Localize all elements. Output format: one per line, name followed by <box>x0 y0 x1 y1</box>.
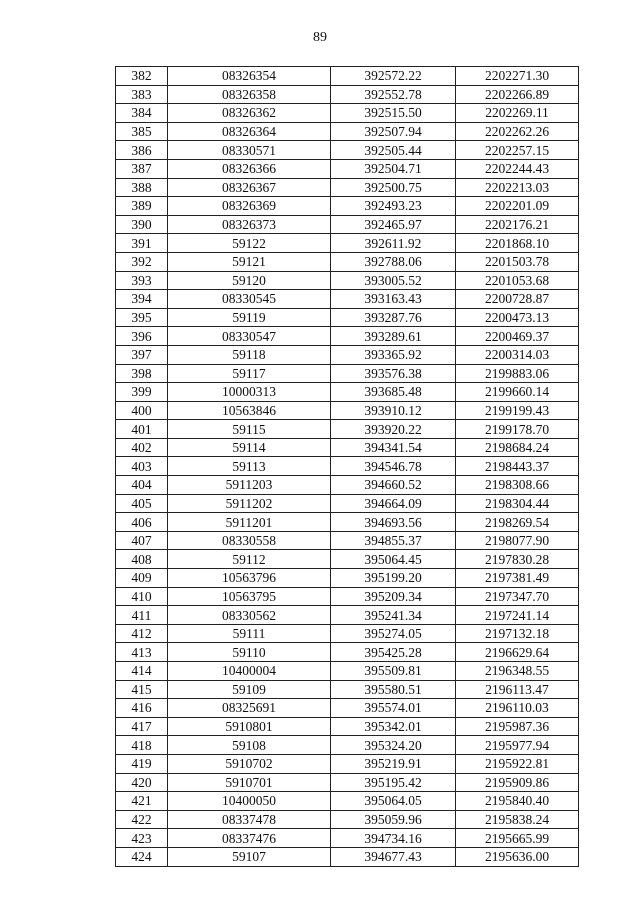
x-coordinate-cell: 393287.76 <box>331 308 456 327</box>
y-coordinate-cell: 2195665.99 <box>456 829 579 848</box>
row-number-cell: 387 <box>116 159 168 178</box>
table-row <box>116 438 579 457</box>
point-code-cell: 59107 <box>168 847 331 866</box>
y-coordinate-cell: 2195636.00 <box>456 847 579 866</box>
row-number-cell: 420 <box>116 773 168 792</box>
y-coordinate-cell: 2202266.89 <box>456 85 579 104</box>
y-coordinate-cell: 2196113.47 <box>456 680 579 699</box>
table-row <box>116 345 579 364</box>
y-coordinate-cell: 2200473.13 <box>456 308 579 327</box>
table-row <box>116 829 579 848</box>
row-number-cell: 411 <box>116 606 168 625</box>
point-code-cell: 08330545 <box>168 290 331 309</box>
row-number-cell: 419 <box>116 754 168 773</box>
y-coordinate-cell: 2199199.43 <box>456 401 579 420</box>
x-coordinate-cell: 393289.61 <box>331 327 456 346</box>
table-row <box>116 494 579 513</box>
y-coordinate-cell: 2198684.24 <box>456 438 579 457</box>
table-row <box>116 587 579 606</box>
row-number-cell: 401 <box>116 420 168 439</box>
x-coordinate-cell: 392465.97 <box>331 215 456 234</box>
row-number-cell: 418 <box>116 736 168 755</box>
x-coordinate-cell: 394664.09 <box>331 494 456 513</box>
x-coordinate-cell: 392611.92 <box>331 234 456 253</box>
y-coordinate-cell: 2195987.36 <box>456 717 579 736</box>
table-row <box>116 197 579 216</box>
y-coordinate-cell: 2198077.90 <box>456 531 579 550</box>
x-coordinate-cell: 393910.12 <box>331 401 456 420</box>
point-code-cell: 08326369 <box>168 197 331 216</box>
row-number-cell: 398 <box>116 364 168 383</box>
table-row <box>116 383 579 402</box>
point-code-cell: 59108 <box>168 736 331 755</box>
point-code-cell: 08326366 <box>168 159 331 178</box>
row-number-cell: 388 <box>116 178 168 197</box>
y-coordinate-cell: 2195840.40 <box>456 792 579 811</box>
x-coordinate-cell: 395241.34 <box>331 606 456 625</box>
point-code-cell: 08330547 <box>168 327 331 346</box>
row-number-cell: 423 <box>116 829 168 848</box>
row-number-cell: 392 <box>116 252 168 271</box>
row-number-cell: 383 <box>116 85 168 104</box>
row-number-cell: 384 <box>116 104 168 123</box>
table-row <box>116 513 579 532</box>
point-code-cell: 59115 <box>168 420 331 439</box>
point-code-cell: 08325691 <box>168 699 331 718</box>
table-row <box>116 754 579 773</box>
row-number-cell: 405 <box>116 494 168 513</box>
row-number-cell: 424 <box>116 847 168 866</box>
row-number-cell: 410 <box>116 587 168 606</box>
x-coordinate-cell: 394341.54 <box>331 438 456 457</box>
y-coordinate-cell: 2196348.55 <box>456 662 579 681</box>
row-number-cell: 389 <box>116 197 168 216</box>
y-coordinate-cell: 2202176.21 <box>456 215 579 234</box>
y-coordinate-cell: 2202201.09 <box>456 197 579 216</box>
point-code-cell: 08326354 <box>168 67 331 86</box>
y-coordinate-cell: 2200728.87 <box>456 290 579 309</box>
y-coordinate-cell: 2199178.70 <box>456 420 579 439</box>
table-row <box>116 290 579 309</box>
row-number-cell: 408 <box>116 550 168 569</box>
y-coordinate-cell: 2199660.14 <box>456 383 579 402</box>
x-coordinate-cell: 393005.52 <box>331 271 456 290</box>
table-row <box>116 699 579 718</box>
point-code-cell: 5910701 <box>168 773 331 792</box>
table-row <box>116 662 579 681</box>
row-number-cell: 421 <box>116 792 168 811</box>
y-coordinate-cell: 2197132.18 <box>456 624 579 643</box>
point-code-cell: 08337476 <box>168 829 331 848</box>
point-code-cell: 08326364 <box>168 122 331 141</box>
table-row <box>116 420 579 439</box>
table-row <box>116 624 579 643</box>
x-coordinate-cell: 395274.05 <box>331 624 456 643</box>
point-code-cell: 59110 <box>168 643 331 662</box>
table-row <box>116 364 579 383</box>
y-coordinate-cell: 2199883.06 <box>456 364 579 383</box>
table-row <box>116 327 579 346</box>
table-row <box>116 531 579 550</box>
row-number-cell: 402 <box>116 438 168 457</box>
y-coordinate-cell: 2202244.43 <box>456 159 579 178</box>
y-coordinate-cell: 2200469.37 <box>456 327 579 346</box>
coordinates-table-body <box>116 67 579 867</box>
x-coordinate-cell: 394734.16 <box>331 829 456 848</box>
row-number-cell: 403 <box>116 457 168 476</box>
table-row <box>116 550 579 569</box>
y-coordinate-cell: 2196629.64 <box>456 643 579 662</box>
x-coordinate-cell: 394855.37 <box>331 531 456 550</box>
table-row <box>116 680 579 699</box>
table-row <box>116 67 579 86</box>
row-number-cell: 406 <box>116 513 168 532</box>
table-row <box>116 736 579 755</box>
x-coordinate-cell: 392515.50 <box>331 104 456 123</box>
x-coordinate-cell: 392500.75 <box>331 178 456 197</box>
table-row <box>116 271 579 290</box>
x-coordinate-cell: 395059.96 <box>331 810 456 829</box>
y-coordinate-cell: 2197830.28 <box>456 550 579 569</box>
x-coordinate-cell: 392788.06 <box>331 252 456 271</box>
y-coordinate-cell: 2201503.78 <box>456 252 579 271</box>
table-row <box>116 643 579 662</box>
point-code-cell: 08326367 <box>168 178 331 197</box>
table-row <box>116 104 579 123</box>
point-code-cell: 5911203 <box>168 476 331 495</box>
y-coordinate-cell: 2202271.30 <box>456 67 579 86</box>
point-code-cell: 59114 <box>168 438 331 457</box>
table-row <box>116 85 579 104</box>
point-code-cell: 59117 <box>168 364 331 383</box>
y-coordinate-cell: 2195922.81 <box>456 754 579 773</box>
point-code-cell: 59118 <box>168 345 331 364</box>
x-coordinate-cell: 393163.43 <box>331 290 456 309</box>
table-row <box>116 569 579 588</box>
row-number-cell: 416 <box>116 699 168 718</box>
row-number-cell: 417 <box>116 717 168 736</box>
point-code-cell: 10563796 <box>168 569 331 588</box>
row-number-cell: 397 <box>116 345 168 364</box>
point-code-cell: 08330571 <box>168 141 331 160</box>
y-coordinate-cell: 2198443.37 <box>456 457 579 476</box>
point-code-cell: 5911201 <box>168 513 331 532</box>
y-coordinate-cell: 2202257.15 <box>456 141 579 160</box>
y-coordinate-cell: 2195977.94 <box>456 736 579 755</box>
table-row <box>116 122 579 141</box>
point-code-cell: 59122 <box>168 234 331 253</box>
row-number-cell: 386 <box>116 141 168 160</box>
x-coordinate-cell: 395574.01 <box>331 699 456 718</box>
row-number-cell: 396 <box>116 327 168 346</box>
point-code-cell: 08337478 <box>168 810 331 829</box>
point-code-cell: 59113 <box>168 457 331 476</box>
x-coordinate-cell: 392552.78 <box>331 85 456 104</box>
row-number-cell: 400 <box>116 401 168 420</box>
table-row <box>116 215 579 234</box>
x-coordinate-cell: 392504.71 <box>331 159 456 178</box>
y-coordinate-cell: 2197241.14 <box>456 606 579 625</box>
x-coordinate-cell: 394677.43 <box>331 847 456 866</box>
point-code-cell: 5910702 <box>168 754 331 773</box>
point-code-cell: 59119 <box>168 308 331 327</box>
row-number-cell: 394 <box>116 290 168 309</box>
x-coordinate-cell: 395064.45 <box>331 550 456 569</box>
point-code-cell: 08326362 <box>168 104 331 123</box>
row-number-cell: 412 <box>116 624 168 643</box>
point-code-cell: 59112 <box>168 550 331 569</box>
y-coordinate-cell: 2201868.10 <box>456 234 579 253</box>
table-row <box>116 234 579 253</box>
table-row <box>116 792 579 811</box>
point-code-cell: 10400004 <box>168 662 331 681</box>
table-row <box>116 773 579 792</box>
point-code-cell: 59109 <box>168 680 331 699</box>
row-number-cell: 415 <box>116 680 168 699</box>
y-coordinate-cell: 2202213.03 <box>456 178 579 197</box>
x-coordinate-cell: 394660.52 <box>331 476 456 495</box>
x-coordinate-cell: 395209.34 <box>331 587 456 606</box>
row-number-cell: 404 <box>116 476 168 495</box>
row-number-cell: 385 <box>116 122 168 141</box>
x-coordinate-cell: 393685.48 <box>331 383 456 402</box>
y-coordinate-cell: 2200314.03 <box>456 345 579 364</box>
point-code-cell: 08326358 <box>168 85 331 104</box>
x-coordinate-cell: 394693.56 <box>331 513 456 532</box>
x-coordinate-cell: 395342.01 <box>331 717 456 736</box>
row-number-cell: 391 <box>116 234 168 253</box>
table-row <box>116 159 579 178</box>
x-coordinate-cell: 395425.28 <box>331 643 456 662</box>
coordinates-table <box>115 66 579 867</box>
x-coordinate-cell: 395064.05 <box>331 792 456 811</box>
row-number-cell: 399 <box>116 383 168 402</box>
page-number: 89 <box>313 30 327 45</box>
row-number-cell: 414 <box>116 662 168 681</box>
x-coordinate-cell: 395195.42 <box>331 773 456 792</box>
y-coordinate-cell: 2195909.86 <box>456 773 579 792</box>
x-coordinate-cell: 395509.81 <box>331 662 456 681</box>
x-coordinate-cell: 395199.20 <box>331 569 456 588</box>
row-number-cell: 409 <box>116 569 168 588</box>
x-coordinate-cell: 392493.23 <box>331 197 456 216</box>
point-code-cell: 10400050 <box>168 792 331 811</box>
x-coordinate-cell: 392572.22 <box>331 67 456 86</box>
table-row <box>116 606 579 625</box>
table-row <box>116 178 579 197</box>
point-code-cell: 08330562 <box>168 606 331 625</box>
x-coordinate-cell: 393576.38 <box>331 364 456 383</box>
y-coordinate-cell: 2197381.49 <box>456 569 579 588</box>
table-row <box>116 308 579 327</box>
row-number-cell: 395 <box>116 308 168 327</box>
point-code-cell: 08330558 <box>168 531 331 550</box>
x-coordinate-cell: 392507.94 <box>331 122 456 141</box>
table-row <box>116 457 579 476</box>
table-row <box>116 401 579 420</box>
table-row <box>116 141 579 160</box>
point-code-cell: 10563846 <box>168 401 331 420</box>
y-coordinate-cell: 2198308.66 <box>456 476 579 495</box>
table-row <box>116 476 579 495</box>
point-code-cell: 5911202 <box>168 494 331 513</box>
point-code-cell: 59111 <box>168 624 331 643</box>
table-row <box>116 810 579 829</box>
y-coordinate-cell: 2201053.68 <box>456 271 579 290</box>
x-coordinate-cell: 395324.20 <box>331 736 456 755</box>
y-coordinate-cell: 2202262.26 <box>456 122 579 141</box>
row-number-cell: 390 <box>116 215 168 234</box>
row-number-cell: 382 <box>116 67 168 86</box>
point-code-cell: 5910801 <box>168 717 331 736</box>
row-number-cell: 407 <box>116 531 168 550</box>
x-coordinate-cell: 395580.51 <box>331 680 456 699</box>
point-code-cell: 10000313 <box>168 383 331 402</box>
point-code-cell: 08326373 <box>168 215 331 234</box>
table-row <box>116 717 579 736</box>
table-row <box>116 252 579 271</box>
y-coordinate-cell: 2198304.44 <box>456 494 579 513</box>
y-coordinate-cell: 2197347.70 <box>456 587 579 606</box>
y-coordinate-cell: 2195838.24 <box>456 810 579 829</box>
x-coordinate-cell: 392505.44 <box>331 141 456 160</box>
point-code-cell: 59120 <box>168 271 331 290</box>
point-code-cell: 10563795 <box>168 587 331 606</box>
x-coordinate-cell: 393920.22 <box>331 420 456 439</box>
row-number-cell: 422 <box>116 810 168 829</box>
x-coordinate-cell: 394546.78 <box>331 457 456 476</box>
y-coordinate-cell: 2202269.11 <box>456 104 579 123</box>
y-coordinate-cell: 2198269.54 <box>456 513 579 532</box>
table-row <box>116 847 579 866</box>
point-code-cell: 59121 <box>168 252 331 271</box>
row-number-cell: 413 <box>116 643 168 662</box>
y-coordinate-cell: 2196110.03 <box>456 699 579 718</box>
x-coordinate-cell: 395219.91 <box>331 754 456 773</box>
x-coordinate-cell: 393365.92 <box>331 345 456 364</box>
row-number-cell: 393 <box>116 271 168 290</box>
